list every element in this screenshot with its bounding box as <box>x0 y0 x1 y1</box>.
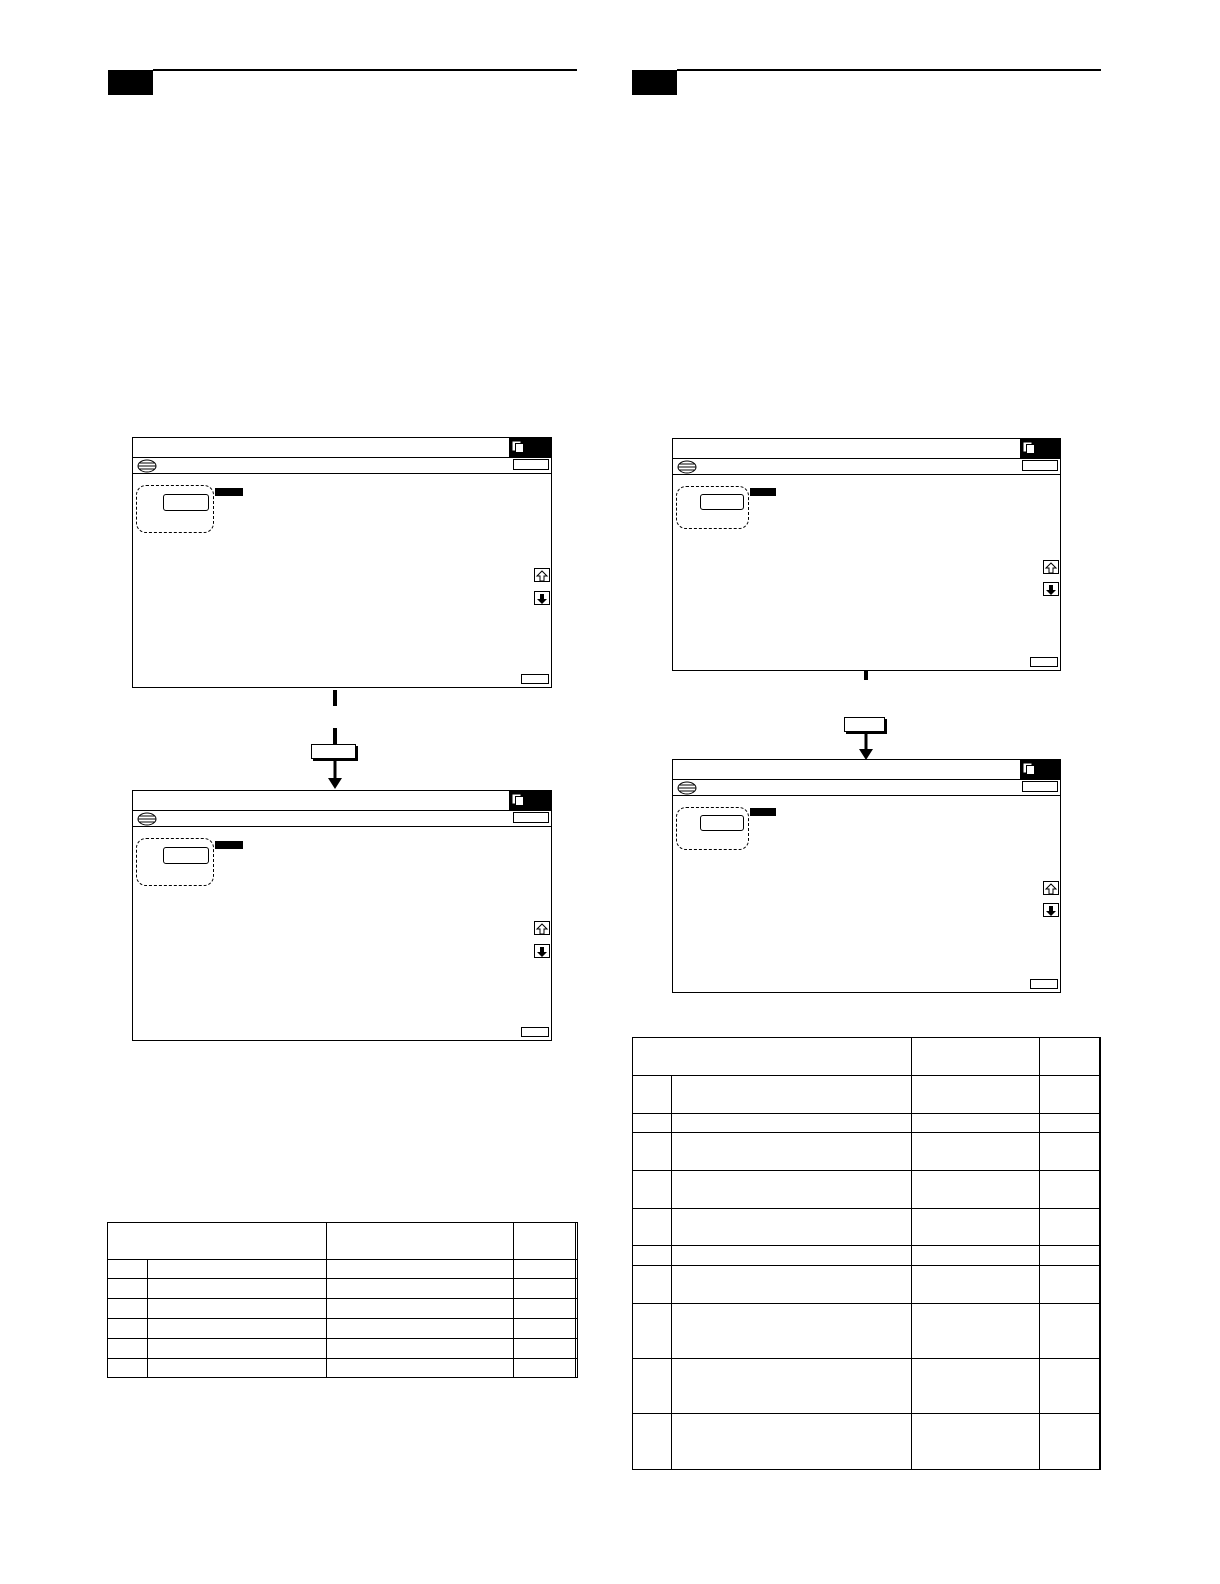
ok-button[interactable] <box>1030 657 1058 667</box>
scroll-up-button[interactable] <box>1043 881 1059 895</box>
screen-menubar <box>673 779 1060 796</box>
table-header-cell <box>911 1038 1039 1076</box>
scroll-down-button[interactable] <box>1043 903 1059 917</box>
copy-icon <box>1020 760 1060 779</box>
flow-arrow <box>326 761 344 791</box>
screen-menubar <box>133 810 551 827</box>
down-arrow-icon <box>1044 584 1058 596</box>
table-row <box>108 1319 578 1339</box>
screen-label <box>215 841 243 849</box>
operation-key <box>844 717 885 732</box>
flow-connector <box>333 728 337 744</box>
table-row <box>633 1246 1101 1266</box>
up-arrow-icon <box>535 570 549 582</box>
copy-icon <box>509 438 551 457</box>
flow-arrow <box>857 734 875 761</box>
screen-titlebar <box>133 791 551 811</box>
table-header-cell <box>576 1223 578 1260</box>
menu-small-button[interactable] <box>1022 460 1058 471</box>
left-section-tab <box>108 70 153 95</box>
table-header-cell <box>1099 1038 1100 1076</box>
scroll-down-button[interactable] <box>1043 582 1059 596</box>
scroll-down-button[interactable] <box>534 944 550 958</box>
table-header-cell <box>327 1223 514 1260</box>
right-screen-1 <box>672 438 1061 671</box>
screen-titlebar <box>133 438 551 458</box>
screen-label <box>215 488 243 496</box>
ok-button[interactable] <box>1030 979 1058 989</box>
table-row <box>108 1299 578 1319</box>
right-section-tab <box>632 70 677 95</box>
flow-connector <box>333 690 337 706</box>
table-row <box>108 1260 578 1279</box>
menu-icon[interactable] <box>677 781 697 795</box>
operation-key <box>311 744 356 759</box>
up-arrow-icon <box>1044 883 1058 895</box>
copy-icon <box>509 791 551 810</box>
scroll-up-button[interactable] <box>534 568 550 582</box>
table-header-cell <box>514 1223 576 1260</box>
menu-icon[interactable] <box>677 460 697 474</box>
selected-item-highlight <box>136 838 214 886</box>
ok-button[interactable] <box>521 674 549 684</box>
selected-item-highlight <box>136 485 214 533</box>
table-row <box>108 1359 578 1378</box>
flow-connector <box>864 671 868 680</box>
screen-menubar <box>673 458 1060 475</box>
table-row <box>633 1266 1101 1304</box>
table-row <box>633 1359 1101 1414</box>
menu-icon[interactable] <box>137 812 157 826</box>
setting-button[interactable] <box>700 815 744 831</box>
selected-item-highlight <box>676 807 749 850</box>
table-row <box>633 1304 1101 1359</box>
down-arrow-icon <box>1044 905 1058 917</box>
scroll-up-button[interactable] <box>1043 560 1059 574</box>
screen-titlebar <box>673 439 1060 459</box>
table-row <box>633 1133 1101 1171</box>
up-arrow-icon <box>1044 562 1058 574</box>
table-row <box>633 1114 1101 1133</box>
table-header-cell <box>1039 1038 1099 1076</box>
setting-button[interactable] <box>163 494 209 511</box>
table-header-cell <box>108 1223 327 1260</box>
menu-small-button[interactable] <box>1022 781 1058 792</box>
menu-small-button[interactable] <box>513 459 549 470</box>
menu-icon[interactable] <box>137 459 157 473</box>
table-row <box>108 1279 578 1299</box>
left-section-rule <box>153 69 577 71</box>
right-section-rule <box>677 69 1101 71</box>
menu-small-button[interactable] <box>513 812 549 823</box>
ok-button[interactable] <box>521 1027 549 1037</box>
copy-icon <box>1020 439 1060 458</box>
scroll-down-button[interactable] <box>534 591 550 605</box>
table-row <box>633 1076 1101 1114</box>
setting-button[interactable] <box>163 847 209 864</box>
scroll-up-button[interactable] <box>534 921 550 935</box>
selected-item-highlight <box>676 486 749 529</box>
setting-button[interactable] <box>700 494 744 510</box>
screen-label <box>750 808 776 816</box>
table-header-cell <box>633 1038 912 1076</box>
right-screen-2 <box>672 759 1061 993</box>
left-screen-1 <box>132 437 552 688</box>
table-row <box>108 1339 578 1359</box>
screen-menubar <box>133 457 551 474</box>
table-row <box>633 1209 1101 1246</box>
up-arrow-icon <box>535 923 549 935</box>
screen-label <box>750 488 776 496</box>
left-screen-2 <box>132 790 552 1041</box>
screen-titlebar <box>673 760 1060 780</box>
table-row <box>633 1171 1101 1209</box>
down-arrow-icon <box>535 946 549 958</box>
table-row <box>633 1414 1101 1470</box>
right-table <box>632 1037 1101 1470</box>
left-table <box>107 1222 578 1378</box>
down-arrow-icon <box>535 593 549 605</box>
